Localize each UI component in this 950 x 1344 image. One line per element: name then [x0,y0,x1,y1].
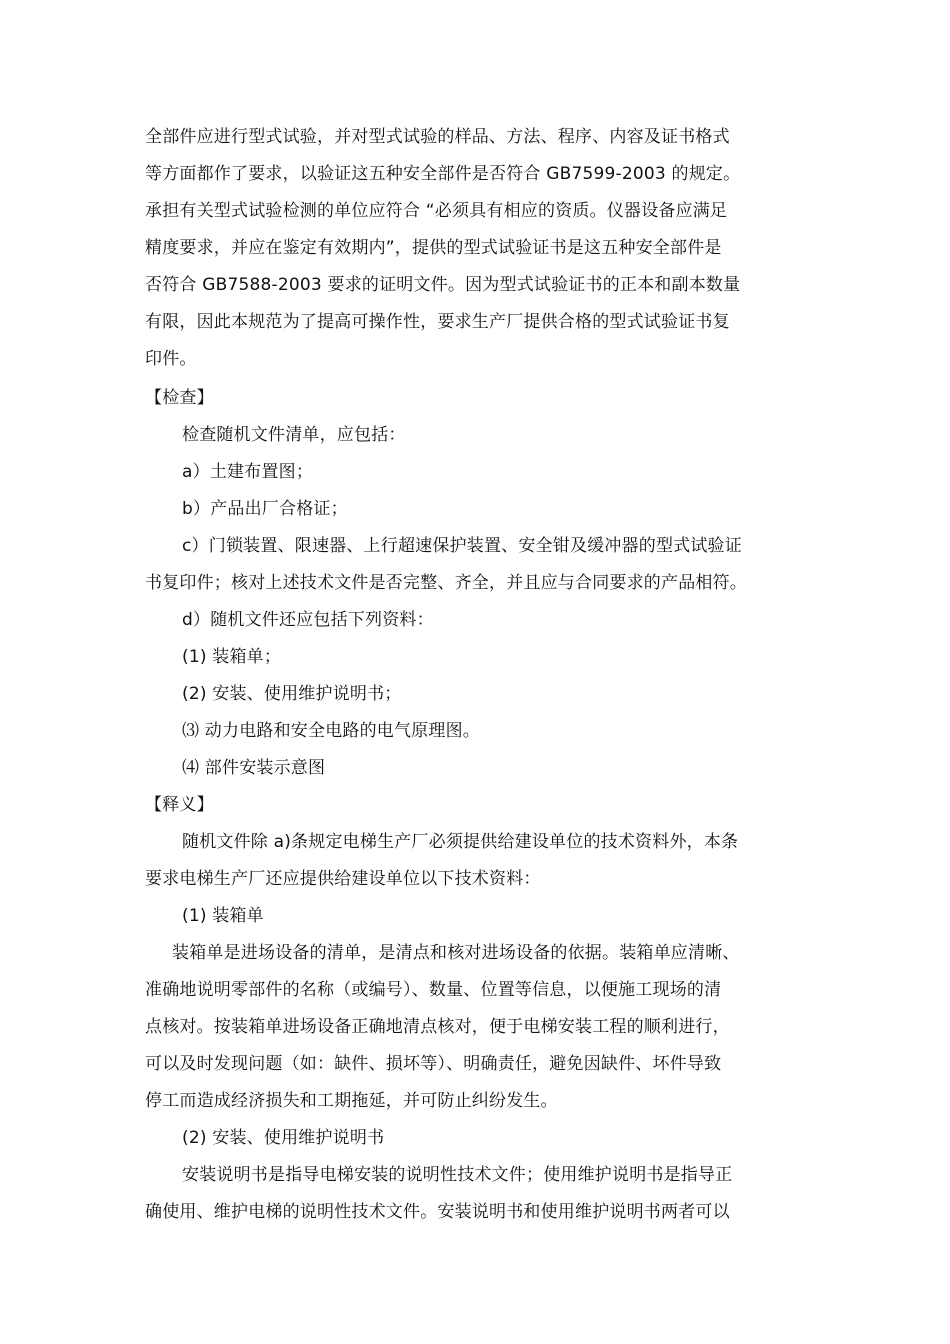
sub-item-1: (1) 装箱单； [182,647,282,667]
paragraph-line: 随机文件除 a)条规定电梯生产厂必须提供给建设单位的技术资料外，本条 [182,832,739,852]
sub-item-2: (2) 安装、使用维护说明书； [182,684,402,704]
paragraph-line: 可以及时发现问题（如：缺件、损坏等）、明确责任，避免因缺件、坏件导致 [145,1054,722,1074]
paragraph-line: 装箱单是进场设备的清单，是清点和核对进场设备的依据。装箱单应清晰、 [172,943,740,963]
subheading-packing-list: (1) 装箱单 [182,906,264,926]
paragraph-line: 确使用、维护电梯的说明性技术文件。安装说明书和使用维护说明书两者可以 [145,1202,730,1222]
paragraph-line: 停工而造成经济损失和工期拖延，并可防止纠纷发生。 [145,1091,558,1111]
list-item-d: d）随机文件还应包括下列资料： [182,610,434,630]
sub-item-3: ⑶ 动力电路和安全电路的电气原理图。 [182,721,481,741]
paragraph-line: 全部件应进行型式试验，并对型式试验的样品、方法、程序、内容及证书格式 [145,127,730,147]
section-heading-inspection: 【检查】 [145,388,214,408]
paragraph-line: 安装说明书是指导电梯安装的说明性技术文件；使用维护说明书是指导正 [182,1165,733,1185]
paragraph-line: 等方面都作了要求，以验证这五种安全部件是否符合 GB7599-2003 的规定。 [145,164,741,184]
paragraph-line: 承担有关型式试验检测的单位应符合 “必须具有相应的资质。仪器设备应满足 [145,201,728,221]
paragraph-line: 点核对。按装箱单进场设备正确地清点核对，便于电梯安装工程的顺利进行， [145,1017,730,1037]
paragraph-line: 要求电梯生产厂还应提供给建设单位以下技术资料： [145,869,541,889]
paragraph-line: 检查随机文件清单，应包括： [182,425,406,445]
section-heading-explanation: 【释义】 [145,795,214,815]
paragraph-line: 印件。 [145,349,197,369]
paragraph-line: 书复印件；核对上述技术文件是否完整、齐全，并且应与合同要求的产品相符。 [145,573,747,593]
paragraph-line: 否符合 GB7588-2003 要求的证明文件。因为型式试验证书的正本和副本数量 [145,275,741,295]
list-item-c: c）门锁装置、限速器、上行超速保护装置、安全钳及缓冲器的型式试验证 [182,536,742,556]
subheading-manual: (2) 安装、使用维护说明书 [182,1128,385,1148]
paragraph-line: 准确地说明零部件的名称（或编号）、数量、位置等信息，以便施工现场的清 [145,980,722,1000]
sub-item-4: ⑷ 部件安装示意图 [182,758,326,778]
list-item-b: b）产品出厂合格证； [182,499,348,519]
paragraph-line: 精度要求，并应在鉴定有效期内”，提供的型式试验证书是这五种安全部件是 [145,238,722,258]
paragraph-line: 有限，因此本规范为了提高可操作性，要求生产厂提供合格的型式试验证书复 [145,312,730,332]
list-item-a: a）土建布置图； [182,462,314,482]
